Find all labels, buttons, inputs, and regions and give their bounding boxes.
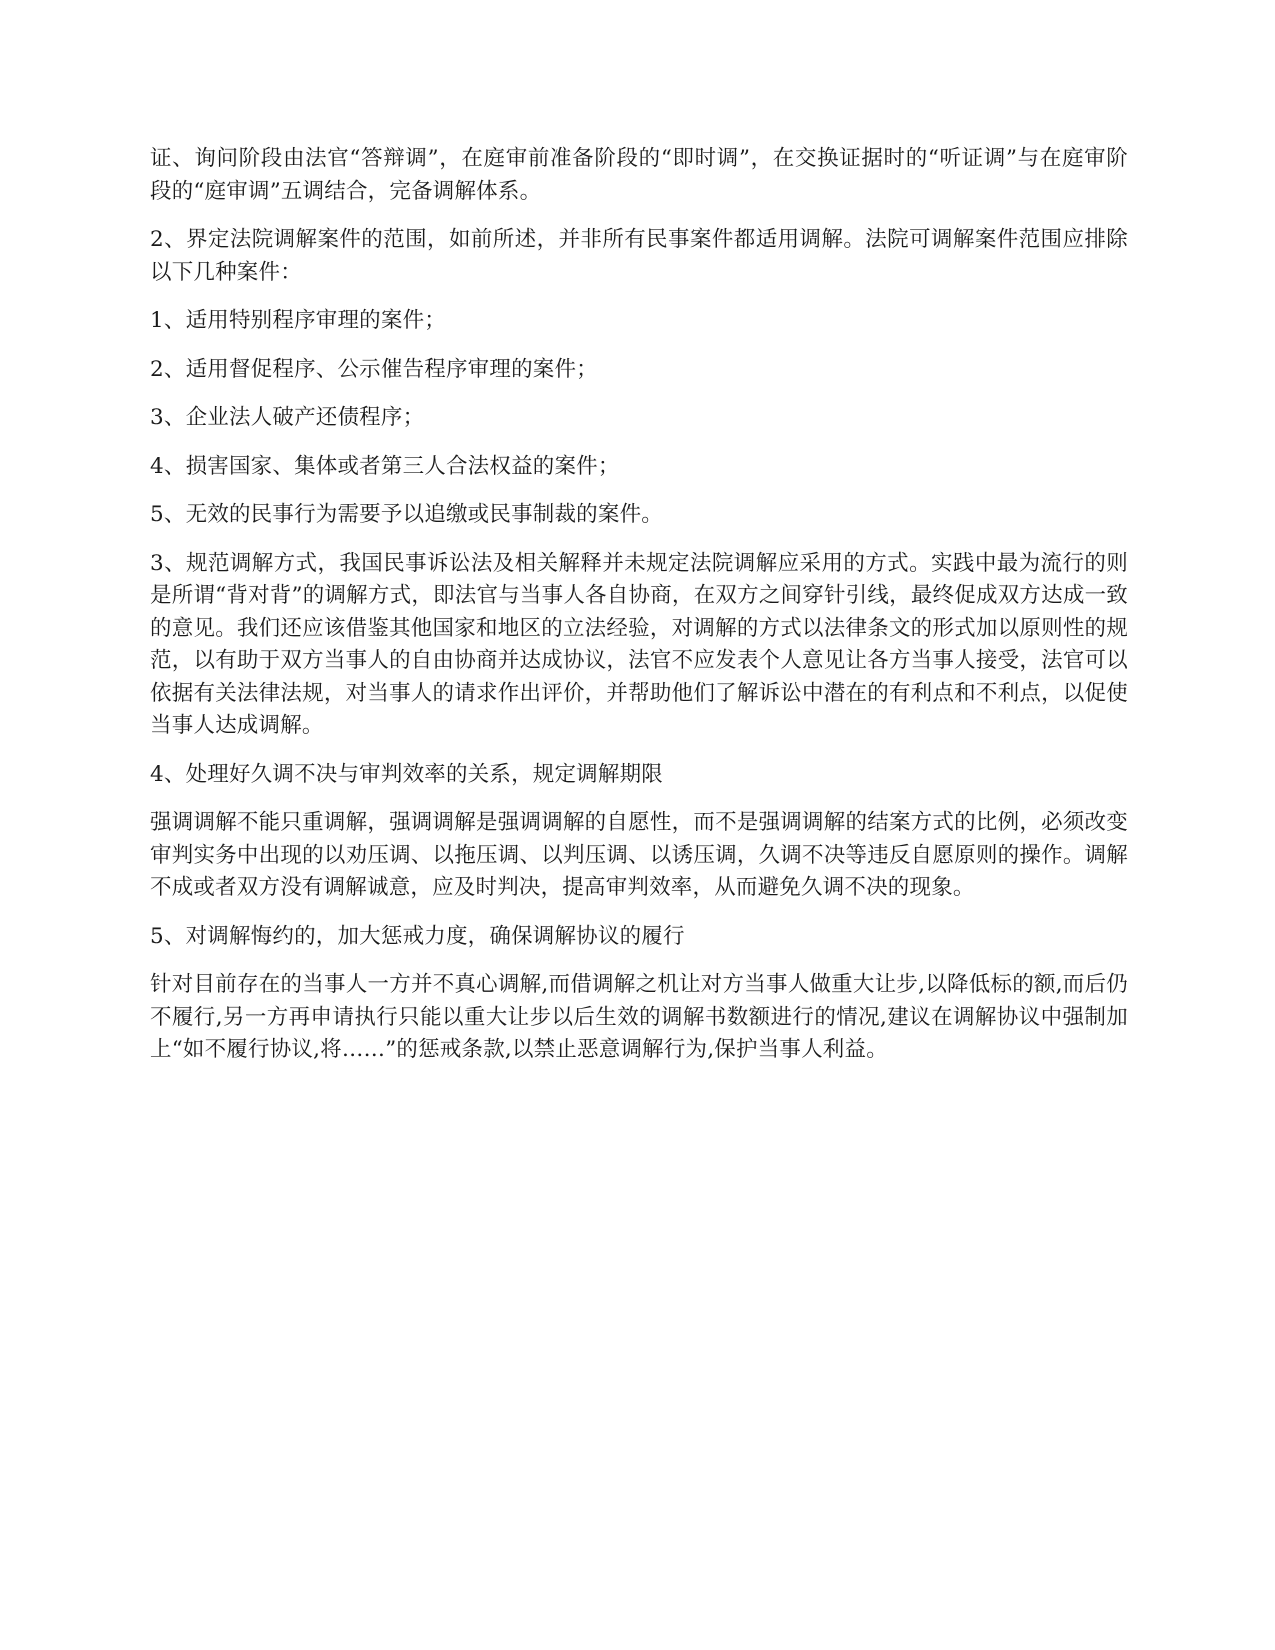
list-item-4: 4、损害国家、集体或者第三人合法权益的案件； [150, 453, 620, 479]
paragraph-mediation-method: 3、规范调解方式，我国民事诉讼法及相关解释并未规定法院调解应采用的方式。实践中最为流行的则是所谓“背对背”的调解方式，即法官与当事人各自协商，在双方之间穿针引线，最终促成双方达成一致的意见。我们还应该借鉴其他国家和地区的立法经验，对调解的方式以法律条文的形式加以原则性的规范，以有助于双方当事人的自由协商并达成协议，法官不应发表个人意见让各方当事人接受，法官可以依据有关法律法规，对当事人的请求作出评价，并帮助他们了解诉讼中潜在的有利点和不利点，以促使当事人达成调解。 [150, 550, 1128, 738]
list-item-2: 2、适用督促程序、公示催告程序审理的案件； [150, 356, 598, 382]
list-item-5: 5、无效的民事行为需要予以追缴或民事制裁的案件。 [150, 502, 663, 527]
paragraph-continuation: 证、询问阶段由法官“答辩调”，在庭审前准备阶段的“即时调”，在交换证据时的“听证调”与在庭审阶段的“庭审调”五调结合，完备调解体系。 [150, 146, 1128, 204]
paragraph-heading-5: 5、对调解悔约的，加大惩戒力度，确保调解协议的履行 [150, 923, 685, 949]
list-item-1: 1、适用特别程序审理的案件； [150, 308, 446, 333]
paragraph-scope-heading: 2、界定法院调解案件的范围，如前所述，并非所有民事案件都适用调解。法院可调解案件范围应排除以下几种案件： [150, 227, 1128, 285]
paragraph-heading-4: 4、处理好久调不决与审判效率的关系，规定调解期限 [150, 761, 663, 787]
list-item-3: 3、企业法人破产还债程序； [150, 405, 425, 430]
paragraph-voluntariness: 强调调解不能只重调解，强调调解是强调调解的自愿性，而不是强调调解的结案方式的比例，必须改变审判实务中出现的以劝压调、以拖压调、以判压调、以诱压调，久调不决等违反自愿原则的操作。调解不成或者双方没有调解诚意，应及时判决，提高审判效率，从而避免久调不决的现象。 [150, 810, 1128, 900]
paragraph-penalty-clause: 针对目前存在的当事人一方并不真心调解,而借调解之机让对方当事人做重大让步,以降低标的额,而后仍不履行,另一方再申请执行只能以重大让步以后生效的调解书数额进行的情况,建议在调解协议中强制加上“如不履行协议,将……”的惩戒条款,以禁止恶意调解行为,保护当事人利益。 [150, 972, 1128, 1062]
document-page [150, 143, 1128, 1083]
